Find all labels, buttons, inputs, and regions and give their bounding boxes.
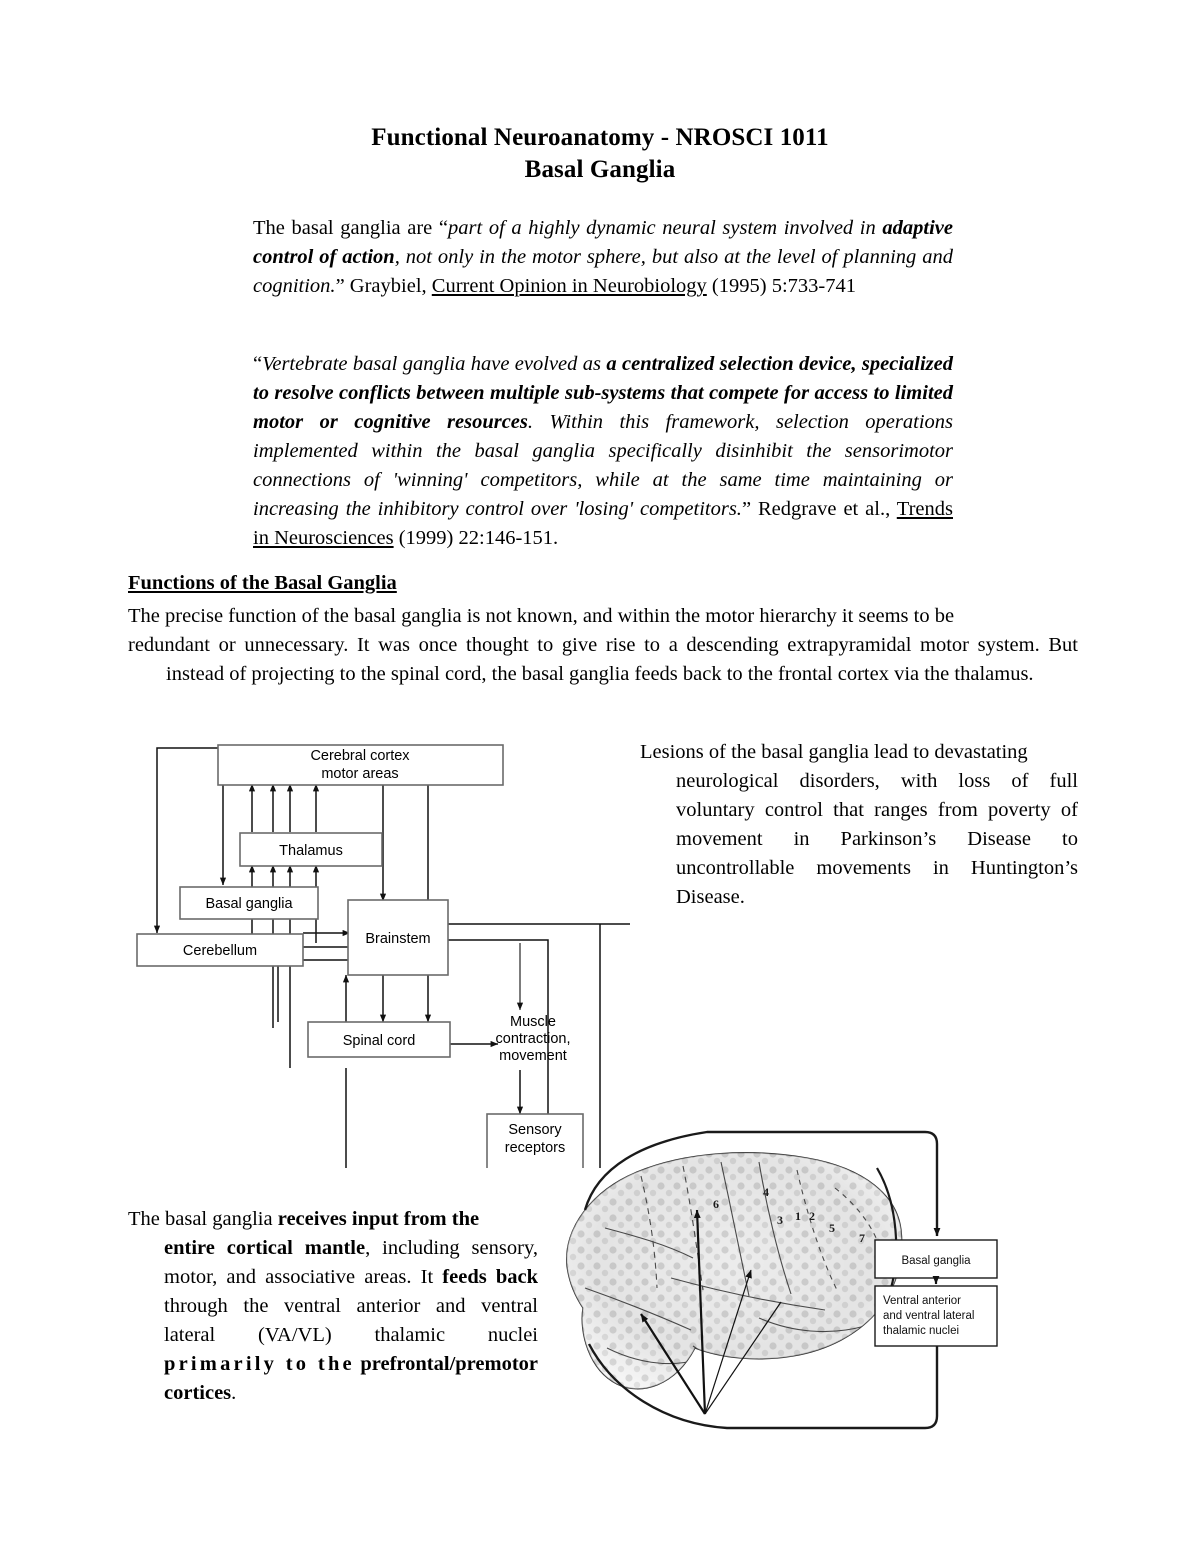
functions-rest: redundant or unnecessary. It was once thought to give rise to a descending extrapyramidal motor system. But instead of projecting to the spinal cord, the basal ganglia feeds back to the frontal cortex via the thalamus. <box>128 634 1078 685</box>
quote1-citation: (1995) 5:733-741 <box>706 275 856 297</box>
bg-plain-3: . <box>231 1382 237 1404</box>
lesions-paragraph <box>640 738 1078 912</box>
label-muscle-line3: movement <box>499 1048 567 1064</box>
quote1-lead: The basal ganglia are “ <box>253 217 449 239</box>
title-line-2: Basal Ganglia <box>524 156 676 183</box>
bg-bold-mantle: entire cortical mantle <box>164 1237 366 1259</box>
brain-area-number-2: 2 <box>809 1209 815 1223</box>
lesions-line-1: Lesions of the basal ganglia lead to devastating <box>640 741 1028 763</box>
brain-area-number-1: 1 <box>795 1209 801 1223</box>
functions-paragraph <box>128 602 1078 689</box>
quote2-italic-2: . Within this framework, selection operations implemented within the basal ganglia specifically disinhibit the sensorimotor connections of 'winning' competitors, while at the same time maintaining or increasing the inhibitory control over 'losing' competitors. <box>253 411 953 520</box>
label-cerebral-cortex-line1: Cerebral cortex <box>310 748 410 764</box>
quote1-bold-italic: adaptive control of action <box>253 217 953 268</box>
brain-area-number-7: 7 <box>859 1231 865 1245</box>
brain-area-number-4: 4 <box>763 1185 769 1199</box>
label-muscle-line2: contraction, <box>495 1031 571 1047</box>
quote1-italic-1: part of a highly dynamic neural system involved in <box>448 217 883 239</box>
quote1-author: Graybiel, <box>344 275 432 297</box>
basal-ganglia-input-paragraph <box>128 1205 538 1408</box>
label-cerebral-cortex-line2: motor areas <box>321 766 399 782</box>
functions-line-1: The precise function of the basal ganglia is not known, and within the motor hierarchy it seems to be <box>128 605 955 627</box>
brainfig-label-thalamic-3: thalamic nuclei <box>883 1325 960 1337</box>
bg-bold-primarily: primarily to the <box>164 1353 355 1375</box>
quote1-close-quote: ” <box>335 275 345 297</box>
label-sensory-line2: receptors <box>504 1140 566 1156</box>
quote2-italic-1: Vertebrate basal ganglia have evolved as <box>262 353 607 375</box>
brain-area-number-3: 3 <box>777 1213 783 1227</box>
bg-line1-bold: receives input from the <box>277 1208 480 1230</box>
label-sensory-line1: Sensory <box>508 1122 562 1138</box>
bg-line1-plain: The basal ganglia <box>128 1208 278 1230</box>
brain-circuit-figure <box>545 1118 1105 1448</box>
motor-system-flow-diagram <box>130 728 650 1168</box>
quote2-citation: (1999) 22:146-151. <box>393 527 559 549</box>
label-thalamus: Thalamus <box>279 843 343 859</box>
bg-plain-2: through the ventral anterior and ventral lateral (VA/VL) thalamic nuclei <box>164 1295 538 1346</box>
quote2-journal: Trends in Neurosciences <box>253 498 953 549</box>
label-brainstem: Brainstem <box>365 931 431 947</box>
redgrave-quote-paragraph <box>253 350 953 553</box>
title-line-1: Functional Neuroanatomy - NROSCI 1011 <box>371 124 829 151</box>
quote2-bold-italic: a centralized selection device, specialized to resolve conflicts between multiple sub-systems that compete for access to limited motor or cognitive resources <box>253 353 953 433</box>
brain-area-number-6: 6 <box>713 1197 719 1211</box>
brainfig-label-basal-ganglia: Basal ganglia <box>901 1255 971 1267</box>
brainfig-label-thalamic-2: and ventral lateral <box>883 1310 975 1322</box>
quote2-author: Redgrave et al., <box>751 498 897 520</box>
page-title <box>0 122 1200 186</box>
bg-plain-1: , including sensory, motor, and associative areas. It <box>164 1237 538 1288</box>
label-spinal-cord: Spinal cord <box>342 1033 416 1049</box>
brain-area-number-5: 5 <box>829 1221 835 1235</box>
label-basal-ganglia: Basal ganglia <box>205 896 293 912</box>
lesions-rest: neurological disorders, with loss of full voluntary control that ranges from poverty of movement in Parkinson’s Disease to uncontrollable movements in Huntington’s Disease. <box>676 770 1078 908</box>
quote1-journal: Current Opinion in Neurobiology <box>431 275 707 297</box>
quote2-close-quote: ” <box>741 498 752 520</box>
section-heading-functions: Functions of the Basal Ganglia <box>128 572 397 594</box>
quote2-open-quote: “ <box>253 353 263 375</box>
label-muscle-line1: Muscle <box>510 1014 556 1030</box>
bg-rest <box>128 1234 538 1408</box>
brainfig-label-thalamic-1: Ventral anterior <box>883 1295 961 1307</box>
bg-bold-feedsback: feeds back <box>442 1266 538 1288</box>
bg-bold-cortices: prefrontal/premotor cortices <box>164 1353 538 1404</box>
quote1-italic-2: , not only in the motor sphere, but also at the level of planning and cognition. <box>253 246 953 297</box>
label-cerebellum: Cerebellum <box>182 943 258 959</box>
graybiel-quote-paragraph <box>253 214 953 301</box>
